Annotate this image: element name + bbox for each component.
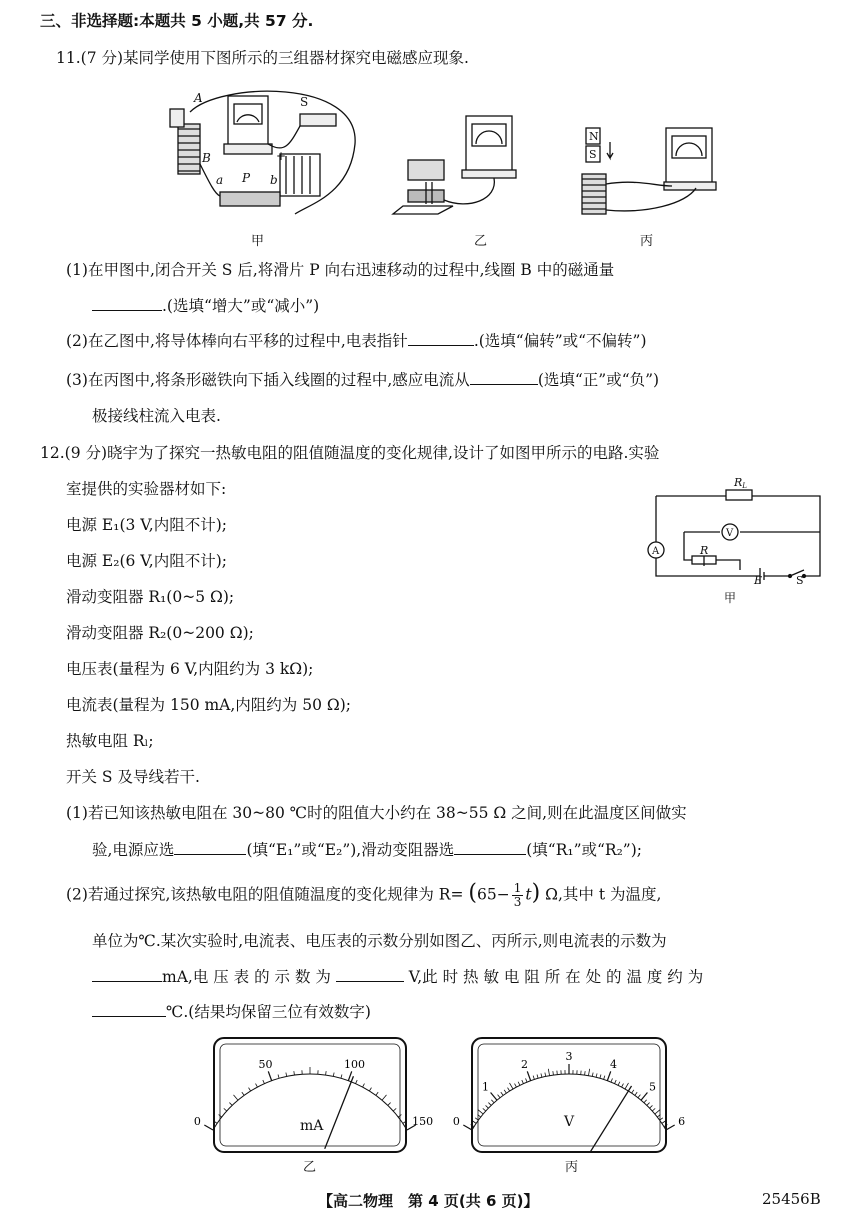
answer-blank[interactable] (454, 838, 526, 855)
v-tick (498, 1095, 500, 1098)
v-tick (515, 1084, 517, 1088)
ma-tick (286, 1073, 287, 1077)
q11-figure-jia (160, 84, 360, 224)
v-tick (632, 1090, 634, 1093)
answer-blank[interactable] (470, 368, 538, 385)
v-tick (541, 1073, 542, 1077)
circuit-diagram (640, 470, 830, 605)
item-1: 电源 E₂(6 V,内阻不计); (66, 552, 227, 570)
caption-jia: 甲 (251, 234, 265, 249)
v-tick (537, 1074, 538, 1078)
ma-tick (278, 1074, 279, 1078)
q11-figure-yi (398, 110, 548, 220)
ma-tick (333, 1073, 334, 1077)
ma-tick-label: 150 (412, 1115, 434, 1128)
ma-tick (382, 1095, 386, 1100)
v-tick (592, 1073, 593, 1077)
ma-tick (326, 1071, 327, 1075)
v-unit-label: V (564, 1114, 575, 1130)
v-tick (607, 1071, 610, 1080)
answer-blank[interactable] (174, 838, 246, 855)
answer-blank[interactable] (92, 1000, 166, 1017)
v-tick (588, 1069, 589, 1076)
q11-p2: (2)在乙图中,将导体棒向右平移的过程中,电表指针 .(选填“偏转”或“不偏转”) (66, 329, 647, 352)
q12-p2-end: ℃.(结果均保留三位有效数字) (92, 1000, 371, 1023)
ma-tick (268, 1071, 271, 1080)
magnet-S: S (589, 148, 597, 161)
v-tick (625, 1083, 629, 1089)
q12-p1-line: 验,电源应选 (填“E₁”或“E₂”),滑动变阻器选 (填“R₁”或“R₂”); (92, 838, 642, 861)
v-tick (510, 1083, 514, 1089)
ma-tick (363, 1084, 365, 1088)
footer-code: 25456B (762, 1190, 821, 1208)
ma-tick-label: 100 (343, 1057, 365, 1071)
ma-tick (263, 1080, 265, 1084)
ma-tick-label: 50 (258, 1057, 273, 1071)
label-V: V (726, 528, 734, 539)
q12-p2-line: mA,电 压 表 的 示 数 为 V,此 时 热 敏 电 阻 所 在 处 的 温 度 约 为 (92, 965, 703, 988)
v-tick (501, 1092, 503, 1095)
q11-p3: (3)在丙图中,将条形磁铁向下插入线圈的过程中,感应电流从 (选填“正”或“负”) (66, 368, 659, 391)
q12-p2-a: (2)若通过探究,该热敏电阻的阻值随温度的变化规律为 R= (65− $\frac{1}{3}$ t) Ω,其中 t 为温度, (66, 880, 662, 909)
label-A: A (194, 91, 203, 105)
v-tick (483, 1108, 486, 1111)
item-5: 电流表(量程为 150 mA,内阻约为 50 Ω); (66, 696, 352, 714)
v-tick (596, 1073, 597, 1077)
v-tick (508, 1088, 510, 1091)
item-6: 热敏电阻 Rₗ; (66, 732, 154, 750)
label-R: R (700, 544, 709, 557)
label-a: a (216, 173, 224, 187)
v-tick (545, 1073, 546, 1077)
label-RL: RL (734, 476, 747, 490)
answer-blank[interactable] (336, 965, 404, 982)
v-tick-label: 6 (678, 1115, 686, 1128)
ma-tick (341, 1074, 342, 1078)
v-tick (662, 1121, 665, 1123)
item-0: 电源 E₁(3 V,内阻不计); (66, 516, 227, 534)
v-tick (650, 1105, 653, 1108)
v-tick-label: 0 (452, 1115, 460, 1128)
label-P: P (242, 171, 251, 185)
ma-tick (249, 1088, 251, 1091)
v-tick (604, 1076, 605, 1080)
caption-meter-yi: 乙 (303, 1160, 317, 1175)
label-S: S (300, 95, 309, 109)
ma-tick (256, 1084, 258, 1088)
v-tick-label: 5 (649, 1080, 657, 1094)
label-S: S (796, 574, 804, 587)
ma-tick (388, 1103, 391, 1106)
v-tick (618, 1082, 620, 1086)
section-title: 三、非选择题:本题共 5 小题,共 57 分. (40, 12, 314, 30)
label-B: B (202, 151, 211, 165)
ma-tick (393, 1108, 396, 1111)
v-tick (486, 1105, 489, 1108)
label-plus: + (276, 149, 287, 163)
v-tick (641, 1093, 647, 1101)
label-E: E (754, 574, 763, 587)
v-tick-label: 4 (609, 1057, 617, 1071)
v-tick (473, 1121, 476, 1123)
v-tick (504, 1090, 506, 1093)
ma-tick (369, 1088, 371, 1091)
v-tick (615, 1080, 617, 1084)
v-tick (548, 1069, 549, 1076)
v-tick (491, 1100, 494, 1103)
v-tick (638, 1095, 640, 1098)
v-tick (527, 1071, 530, 1080)
milliammeter-dial (193, 1036, 434, 1154)
item-2: 滑动变阻器 R₁(0~5 Ω); (66, 588, 235, 606)
item-7: 开关 S 及导线若干. (66, 768, 200, 786)
label-A: A (652, 546, 660, 557)
q12-p1-a: (1)若已知该热敏电阻在 30~80 ℃时的阻值大小约在 38~55 Ω 之间,则在此温度区间做实 (66, 804, 687, 822)
q11-p1-a: (1)在甲图中,闭合开关 S 后,将滑片 P 向右迅速移动的过程中,线圈 B 中的磁通量 (66, 261, 615, 279)
v-tick (600, 1074, 601, 1078)
v-tick (478, 1110, 483, 1114)
q12-stem-2: 室提供的实验器材如下: (66, 480, 227, 498)
q11-p3-c: 极接线柱流入电表. (92, 407, 221, 425)
v-tick (526, 1078, 527, 1082)
v-tick (491, 1093, 497, 1101)
item-4: 电压表(量程为 6 V,内阻约为 3 kΩ); (66, 660, 314, 678)
q12-p2-c: 单位为℃.某次实验时,电流表、电压表的示数分别如图乙、丙所示,则电流表的示数为 (92, 932, 667, 950)
footer-page-info: 【高二物理 第 4 页(共 6 页)】 (318, 1192, 539, 1210)
answer-blank[interactable] (92, 965, 162, 982)
ma-needle (325, 1076, 354, 1149)
voltmeter-dial (452, 1036, 686, 1154)
caption-bing: 丙 (640, 234, 654, 249)
answer-blank[interactable] (408, 329, 474, 346)
ma-unit-label: mA (300, 1118, 324, 1134)
v-tick (463, 1125, 472, 1130)
ma-tick (294, 1071, 295, 1075)
item-3: 滑动变阻器 R₂(0~200 Ω); (66, 624, 254, 642)
v-tick (533, 1076, 534, 1080)
q11-stem: 11.(7 分)某同学使用下图所示的三组器材探究电磁感应现象. (56, 49, 469, 67)
label-b: b (270, 173, 278, 187)
answer-blank[interactable] (92, 294, 162, 311)
v-tick (622, 1084, 624, 1088)
ma-tick (376, 1092, 378, 1095)
v-tick (553, 1071, 554, 1075)
caption-circuit: 甲 (724, 591, 737, 605)
v-tick (647, 1103, 650, 1106)
ma-tick-label: 0 (193, 1115, 201, 1128)
ma-tick (204, 1125, 213, 1130)
ma-tick (224, 1108, 227, 1111)
q11-figure-bing (576, 124, 726, 224)
v-tick (655, 1110, 660, 1114)
v-tick (488, 1103, 491, 1106)
ma-tick (242, 1092, 244, 1095)
v-tick-label: 3 (565, 1050, 573, 1063)
ma-tick (229, 1103, 232, 1106)
q11-p1-line: .(选填“增大”或“减小”) (92, 294, 319, 317)
v-tick (611, 1078, 612, 1082)
v-tick (518, 1082, 520, 1086)
ma-tick (356, 1080, 358, 1084)
q12-stem-1: 12.(9 分)晓宇为了探究一热敏电阻的阻值随温度的变化规律,设计了如图甲所示的电路.实验 (40, 444, 660, 462)
v-needle (590, 1086, 631, 1152)
v-tick (522, 1080, 524, 1084)
v-tick-label: 2 (521, 1057, 529, 1071)
v-tick (652, 1108, 655, 1111)
magnet-N: N (589, 130, 599, 143)
v-tick (635, 1092, 637, 1095)
v-tick-label: 1 (481, 1080, 489, 1094)
v-tick (666, 1125, 675, 1130)
v-tick (585, 1071, 586, 1075)
caption-meter-bing: 丙 (565, 1160, 579, 1175)
caption-yi: 乙 (474, 234, 488, 249)
ma-tick (234, 1095, 238, 1100)
v-tick (644, 1100, 647, 1103)
ma-tick (348, 1071, 351, 1080)
